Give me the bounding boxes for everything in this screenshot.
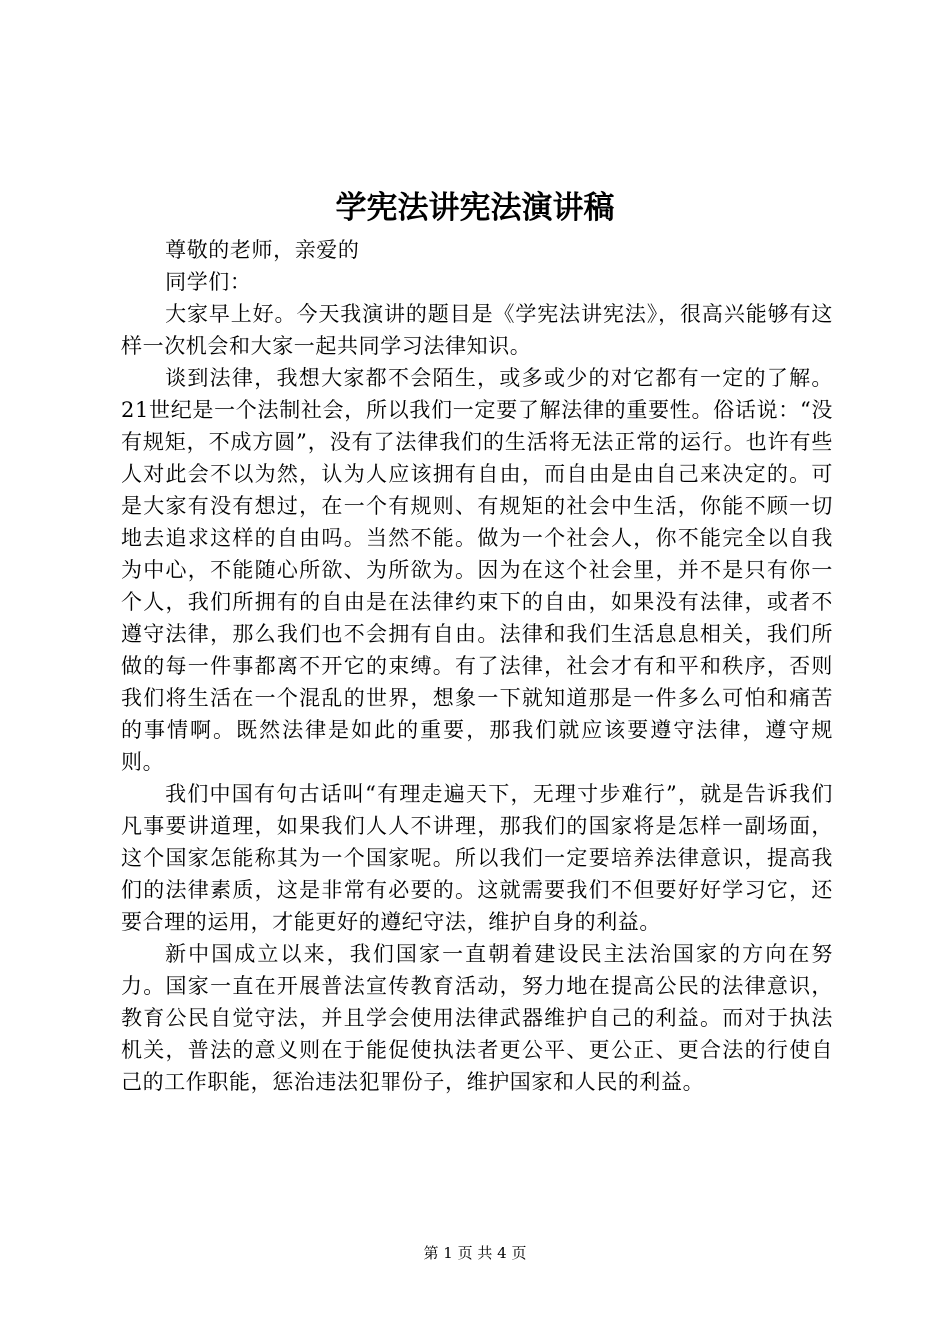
salutation-line-1: 尊敬的老师，亲爱的 xyxy=(165,238,360,262)
document-title: 学宪法讲宪法演讲稿 xyxy=(335,190,615,226)
paragraph-proverb: 我们中国有句古话叫“有理走遍天下，无理寸步难行”，就是告诉我们凡事要讲道理，如果我们人人不讲理，那我们的国家将是怎样一副场面，这个国家怎能称其为一个国家呢。所以我们一定要培养法律意识，提高我们的法律素质，这是非常有必要的。这就需要我们不但要好好学习它，还要合理的运用，才能更好的遵纪守法，维护自身的利益。 xyxy=(121,782,833,934)
paragraph-rule-of-law: 新中国成立以来，我们国家一直朝着建设民主法治国家的方向在努力。国家一直在开展普法宣传教育活动，努力地在提高公民的法律意识，教育公民自觉守法，并且学会使用法律武器维护自己的利益。而对于执法机关，普法的意义则在于能促使执法者更公平、更公正、更合法的行使自己的工作职能，惩治违法犯罪份子，维护国家和人民的利益。 xyxy=(121,942,833,1094)
paragraph-greeting: 大家早上好。今天我演讲的题目是《学宪法讲宪法》，很高兴能够有这样一次机会和大家一起共同学习法律知识。 xyxy=(121,302,833,358)
page-number-footer: 第 1 页 共 4 页 xyxy=(423,1244,527,1262)
document-body xyxy=(121,234,833,1098)
paragraph-law-importance: 谈到法律，我想大家都不会陌生，或多或少的对它都有一定的了解。21世纪是一个法制社会，所以我们一定要了解法律的重要性。俗话说：“没有规矩，不成方圆”，没有了法律我们的生活将无法正常的运行。也许有些人对此会不以为然，认为人应该拥有自由，而自由是由自己来决定的。可是大家有没有想过，在一个有规则、有规矩的社会中生活，你能不顾一切地去追求这样的自由吗。当然不能。做为一个社会人，你不能完全以自我为中心，不能随心所欲、为所欲为。因为在这个社会里，并不是只有你一个人，我们所拥有的自由是在法律约束下的自由，如果没有法律，或者不遵守法律，那么我们也不会拥有自由。法律和我们生活息息相关，我们所做的每一件事都离不开它的束缚。有了法律，社会才有和平和秩序，否则我们将生活在一个混乱的世界，想象一下就知道那是一件多么可怕和痛苦的事情啊。既然法律是如此的重要，那我们就应该要遵守法律，遵守规则。 xyxy=(121,366,833,774)
salutation-line-2: 同学们： xyxy=(165,270,252,294)
